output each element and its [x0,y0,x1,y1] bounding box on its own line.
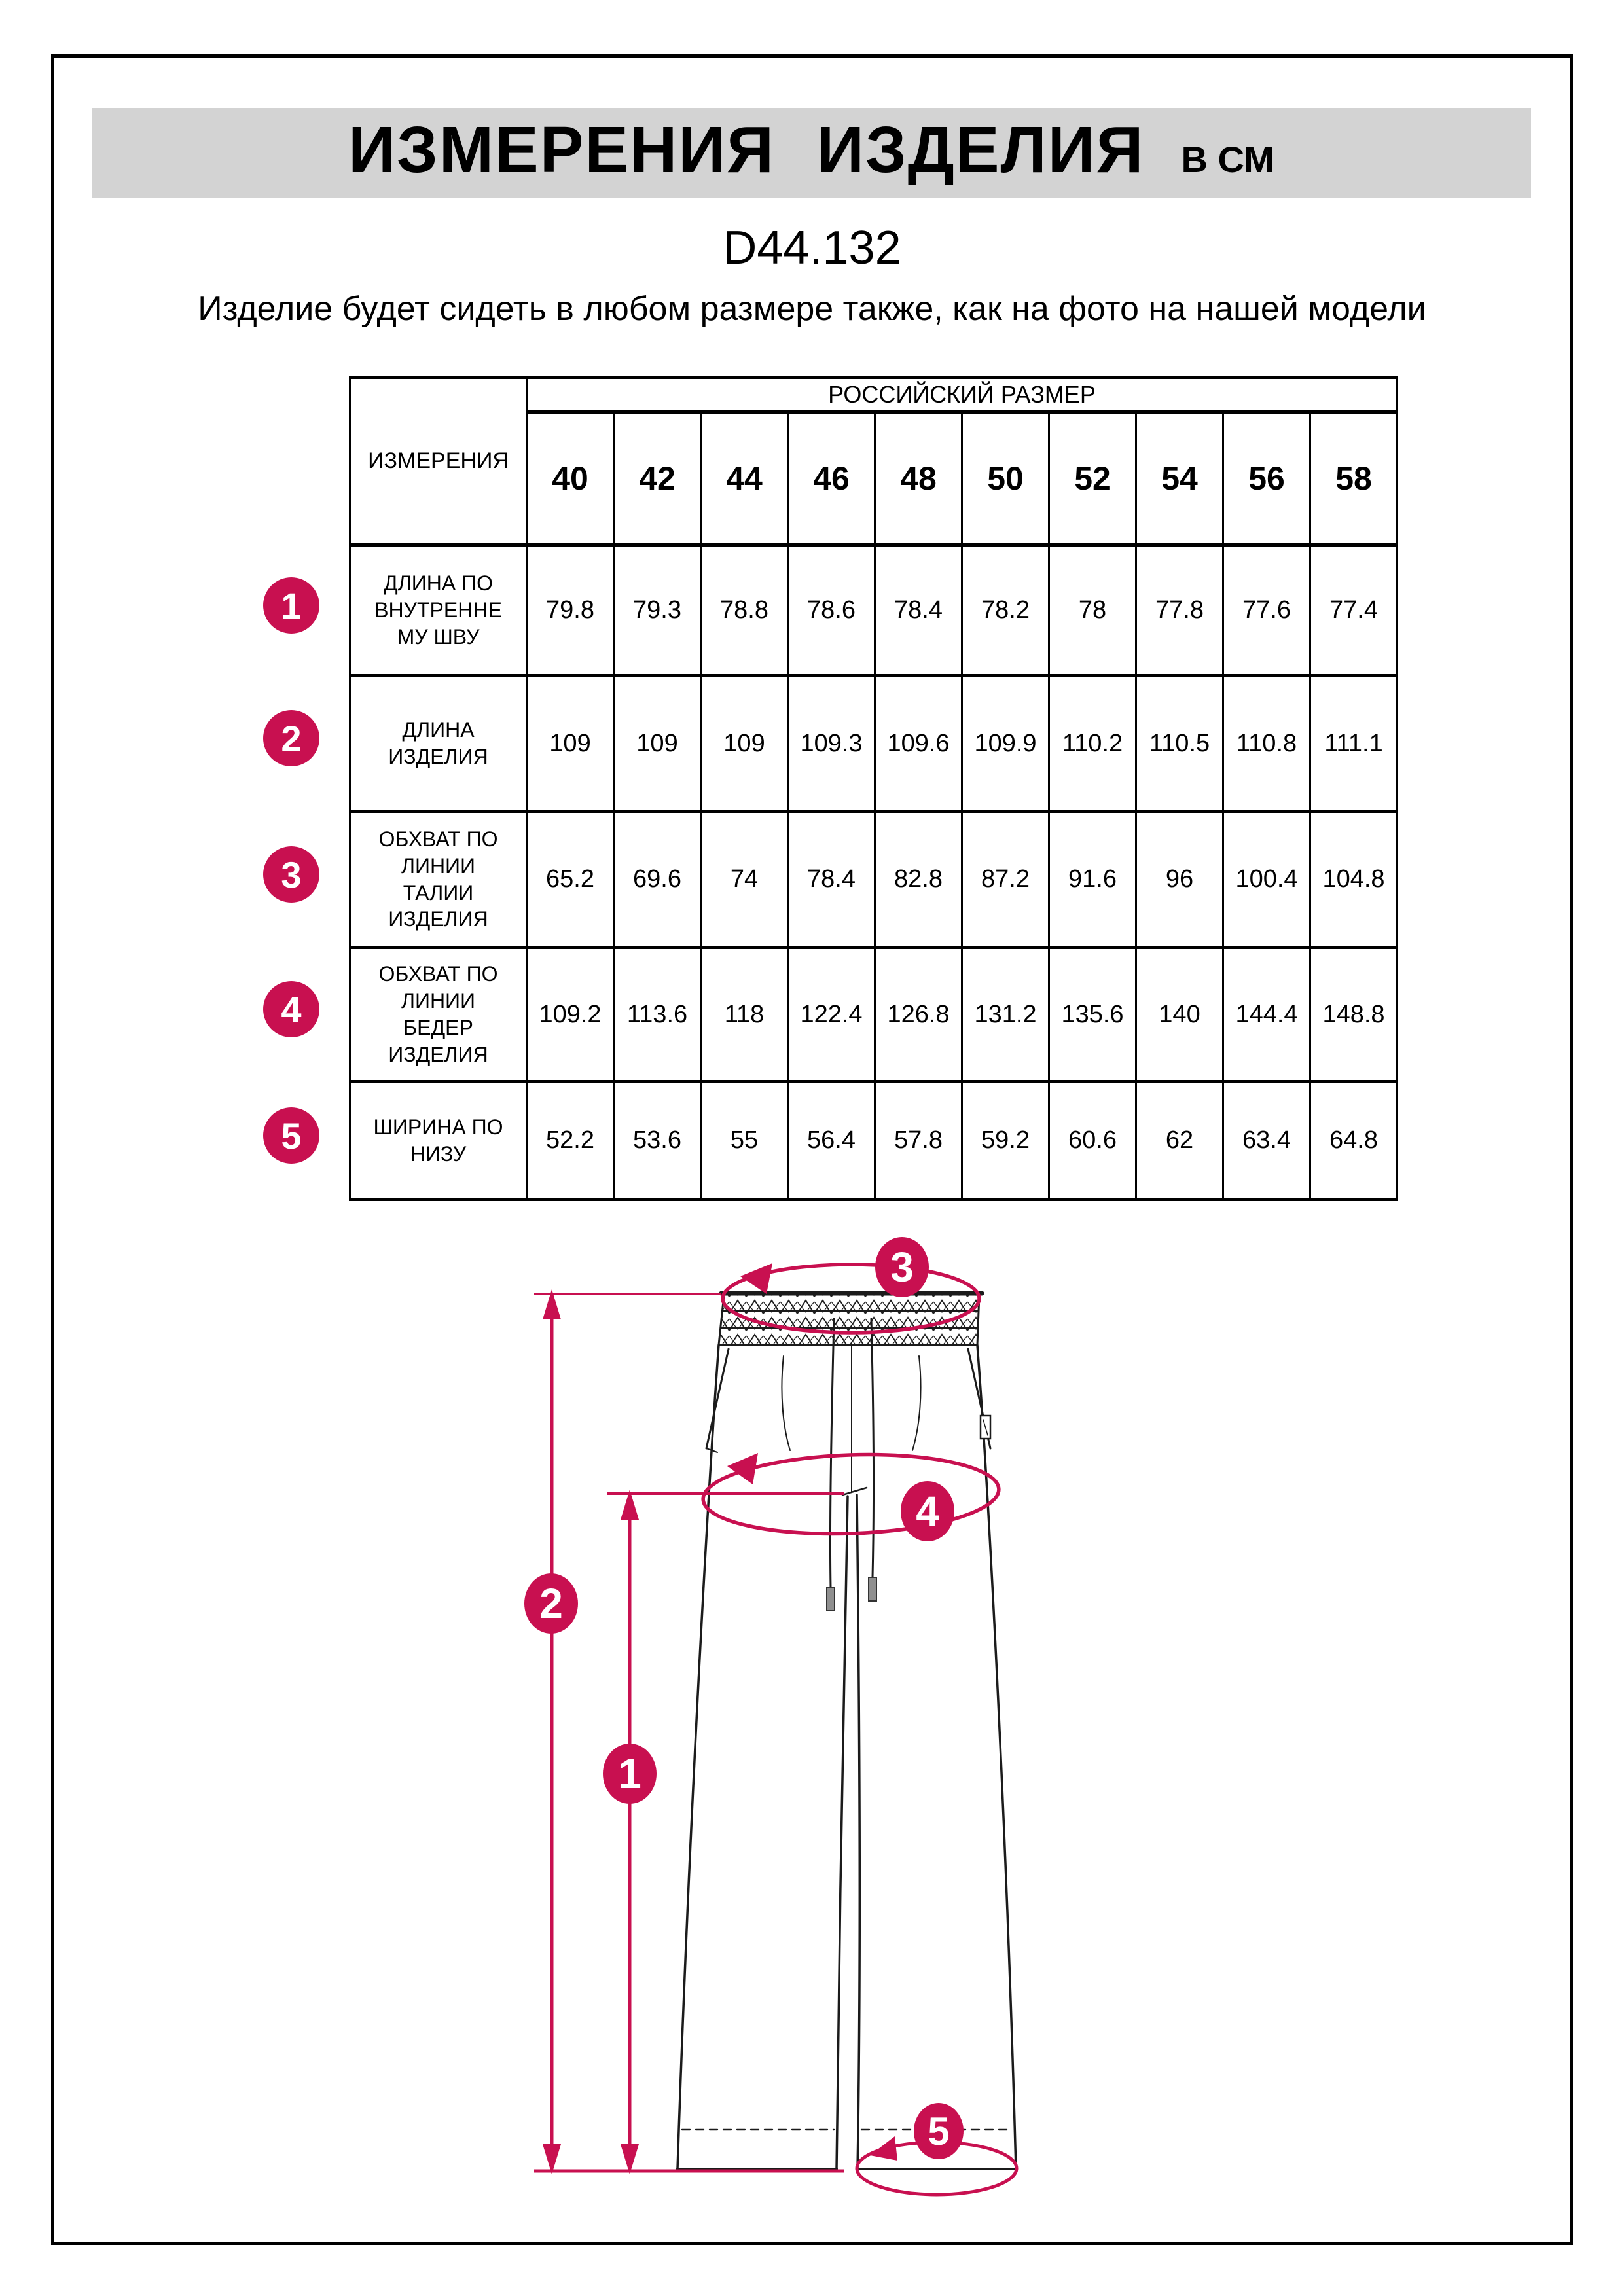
value-cell: 77.6 [1223,545,1310,676]
size-header: 58 [1310,412,1398,545]
crotch-line [842,1488,867,1495]
size-header: 44 [701,412,788,545]
value-cell: 91.6 [1049,812,1136,948]
left-pocket-bag [782,1356,790,1450]
value-cell: 53.6 [614,1082,701,1200]
value-cell: 74 [701,812,788,948]
title-band [92,108,1531,198]
value-cell: 87.2 [962,812,1049,948]
size-header: 54 [1136,412,1223,545]
size-header: 40 [527,412,614,545]
right-outer-seam [977,1345,1016,2169]
svg-text:5: 5 [928,2109,950,2153]
value-cell: 109.2 [527,948,614,1082]
row-badge-2: 2 [263,710,319,766]
size-header: 52 [1049,412,1136,545]
value-cell: 77.8 [1136,545,1223,676]
value-cell: 62 [1136,1082,1223,1200]
value-cell: 131.2 [962,948,1049,1082]
value-cell: 109.3 [788,676,875,812]
product-code: D44.132 [723,222,901,274]
row-badge-1: 1 [263,577,319,634]
value-cell: 144.4 [1223,948,1310,1082]
svg-text:1: 1 [618,1750,641,1797]
value-cell: 109.6 [875,676,962,812]
value-cell: 52.2 [527,1082,614,1200]
size-header: 48 [875,412,962,545]
value-cell: 109 [527,676,614,812]
pants-diagram [491,1230,1080,2212]
value-cell: 135.6 [1049,948,1136,1082]
value-cell: 78.8 [701,545,788,676]
left-outer-seam [677,1345,719,2169]
aglet-left [827,1587,835,1611]
size-group-header: РОССИЙСКИЙ РАЗМЕР [527,378,1398,412]
pants-outline [677,1293,1016,2169]
value-cell: 122.4 [788,948,875,1082]
left-inseam [837,1496,848,2169]
size-header: 42 [614,412,701,545]
aglet-right [869,1577,876,1601]
value-cell: 110.8 [1223,676,1310,812]
drawstring-left [830,1319,834,1587]
value-cell: 78 [1049,545,1136,676]
arrowhead [870,2136,897,2161]
value-cell: 78.6 [788,545,875,676]
row-badge-3: 3 [263,846,319,903]
value-cell: 104.8 [1310,812,1398,948]
value-cell: 118 [701,948,788,1082]
right-inseam [857,1495,859,2169]
page-title-bold: ИЗДЕЛИЯ [817,113,1145,187]
row-label: ОБХВАТ ПО ЛИНИИ ТАЛИИ ИЗДЕЛИЯ [350,812,527,948]
value-cell: 111.1 [1310,676,1398,812]
value-cell: 82.8 [875,812,962,948]
arrowhead [727,1453,758,1484]
measurement-marks [534,1265,1017,2195]
value-cell: 109.9 [962,676,1049,812]
value-cell: 109 [614,676,701,812]
value-cell: 60.6 [1049,1082,1136,1200]
value-cell: 55 [701,1082,788,1200]
row-label: ОБХВАТ ПО ЛИНИИ БЕДЕР ИЗДЕЛИЯ [350,948,527,1082]
row-label: ДЛИНА ИЗДЕЛИЯ [350,676,527,812]
arrowhead [740,1263,772,1294]
page-title: ИЗМЕРЕНИЯ [348,113,776,187]
size-header: 50 [962,412,1049,545]
value-cell: 77.4 [1310,545,1398,676]
row-label: ШИРИНА ПО НИЗУ [350,1082,527,1200]
row-label: ДЛИНА ПО ВНУТРЕННЕ МУ ШВУ [350,545,527,676]
value-cell: 109 [701,676,788,812]
value-cell: 78.4 [875,545,962,676]
svg-text:4: 4 [916,1488,939,1535]
value-cell: 148.8 [1310,948,1398,1082]
value-cell: 100.4 [1223,812,1310,948]
value-cell: 59.2 [962,1082,1049,1200]
value-cell: 79.8 [527,545,614,676]
value-cell: 56.4 [788,1082,875,1200]
value-cell: 140 [1136,948,1223,1082]
value-cell: 78.2 [962,545,1049,676]
value-cell: 65.2 [527,812,614,948]
diagram-badges [524,1237,964,2159]
table-row [350,948,1398,1082]
row-badge-4: 4 [263,981,319,1037]
value-cell: 78.4 [788,812,875,948]
value-cell: 57.8 [875,1082,962,1200]
value-cell: 126.8 [875,948,962,1082]
svg-text:2: 2 [539,1580,563,1627]
value-cell: 110.5 [1136,676,1223,812]
value-cell: 79.3 [614,545,701,676]
table-row [350,676,1398,812]
value-cell: 110.2 [1049,676,1136,812]
value-cell: 63.4 [1223,1082,1310,1200]
value-cell: 64.8 [1310,1082,1398,1200]
table-row [350,545,1398,676]
right-pocket-bag [912,1356,921,1450]
title-units: В СМ [1181,139,1274,180]
value-cell: 96 [1136,812,1223,948]
measurements-table [349,376,1398,1201]
size-header: 56 [1223,412,1310,545]
subtitle: Изделие будет сидеть в любом размере также, как на фото на нашей модели [198,290,1426,328]
value-cell: 113.6 [614,948,701,1082]
value-cell: 69.6 [614,812,701,948]
size-header: 46 [788,412,875,545]
row-badge-5: 5 [263,1107,319,1164]
table-row [350,1082,1398,1200]
corner-header: ИЗМЕРЕНИЯ [350,378,527,545]
table-row [350,812,1398,948]
drawstring-right [871,1319,873,1577]
waistband [719,1295,979,1345]
svg-text:3: 3 [890,1244,914,1291]
